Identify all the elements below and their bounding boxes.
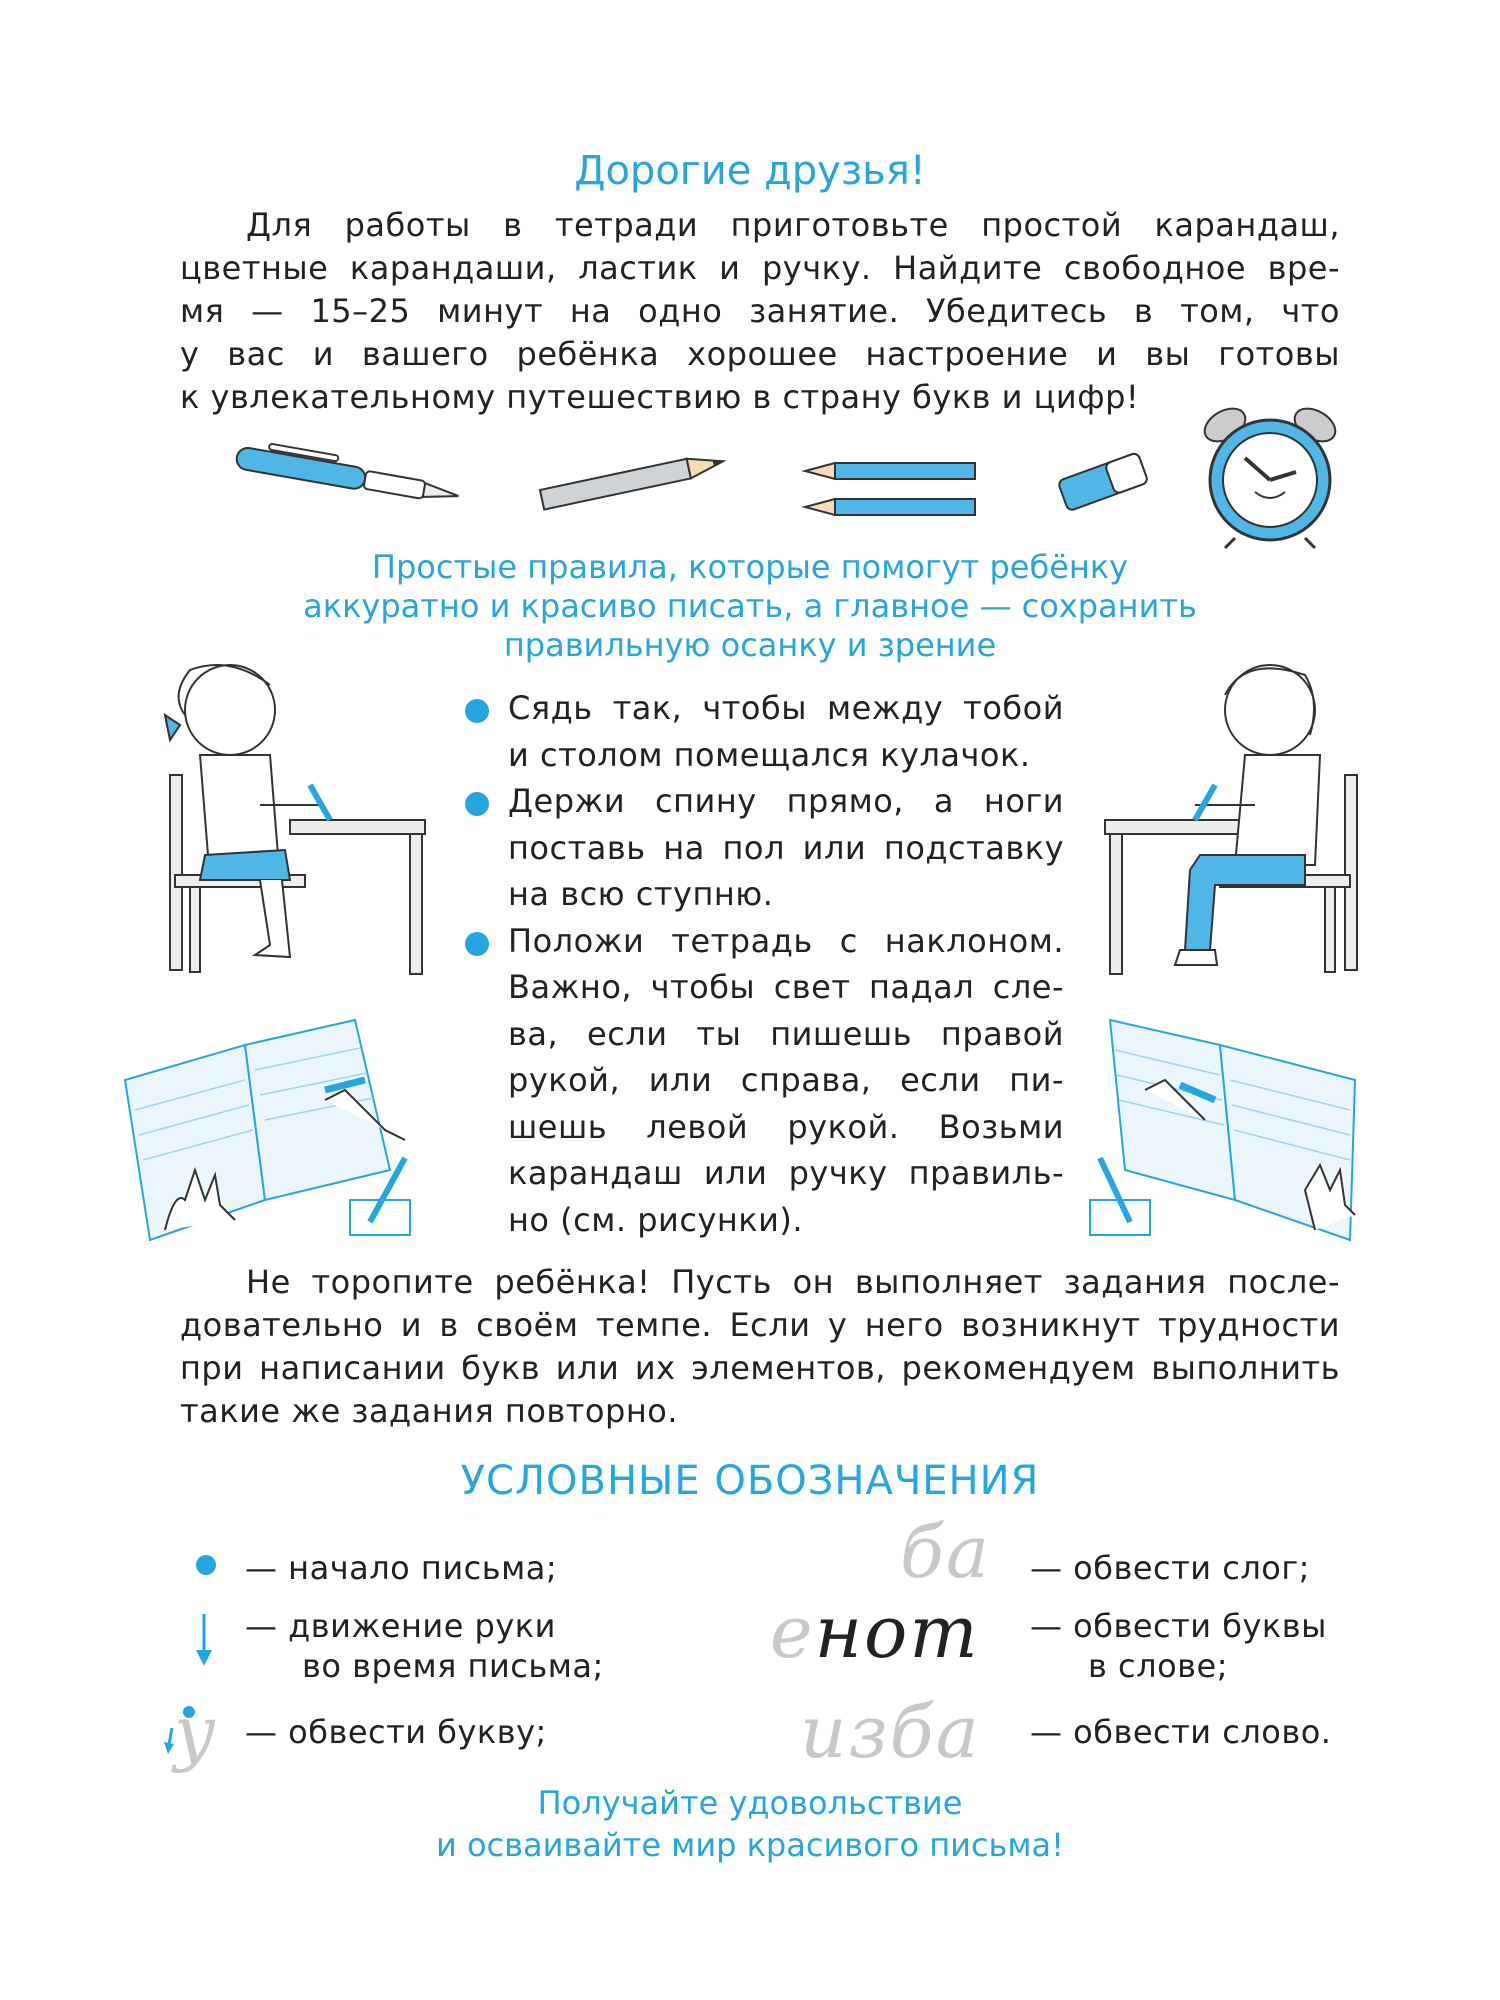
outro-line: довательно и в своём темпе. Если у него возникнут трудности [180,1306,1340,1344]
dark-letter: т [909,1590,980,1674]
bullet-dot-icon [465,932,489,956]
eraser-icon [1055,450,1155,510]
rule-line: рукой, или справа, если пи- [508,1061,1064,1099]
rule-line: карандаш или ручку правиль- [508,1154,1064,1192]
pencil-icon [535,455,735,505]
rule-line: Держи спину прямо, а ноги [508,782,1064,820]
legend-text: — обвести букву; [245,1713,547,1751]
boy-at-desk-illustration [1105,655,1365,980]
legend-text: — обвести слог; [1030,1549,1310,1587]
rule-line: Положи тетрадь с наклоном. [508,921,1064,960]
intro-line: к увлекательному путешествию в страну букв и цифр! [180,378,1140,416]
legend-title: УСЛОВНЫЕ ОБОЗНАЧЕНИЯ [460,1458,1040,1504]
intro-line: Для работы в тетради приготовьте простой карандаш, [246,206,1340,244]
notebook-right-hand-illustration [1085,990,1395,1250]
intro-line: мя — 15–25 минут на одно занятие. Убедитесь в том, что [180,292,1340,330]
intro-paragraph [180,204,1340,419]
notebook-left-hand-illustration [105,990,415,1250]
trace-letters-in-word-sample [770,1590,980,1674]
rule-line: на всю ступню. [508,875,774,913]
outro-line: такие же задания повторно. [180,1392,678,1430]
rules-title-line: Простые правила, которые помогут ребёнку [371,548,1129,586]
rules-title-line: правильную осанку и зрение [503,626,997,664]
intro-line: у вас и вашего ребёнка хорошее настроение и вы готовы [180,335,1340,373]
page-title: Дорогие друзья! [574,148,926,194]
trace-letter-sample: у [174,1690,218,1774]
legend-text: во время письма; [302,1647,604,1685]
dot-icon [196,1555,216,1575]
legend-text: — обвести буквы [1030,1607,1327,1645]
rule-line: поставь на пол или подставку [508,828,1064,867]
rules-list [508,685,1064,1243]
rule-line: но (см. рисунки). [508,1200,804,1239]
closing-message [0,1782,1500,1866]
arrow-down-icon [192,1612,216,1668]
rule-line: Сядь так, чтобы между тобой [508,689,1064,727]
outro-line: Не торопите ребёнка! Пусть он выполняет задания после- [246,1263,1340,1301]
legend-text: — движение руки [245,1607,556,1645]
rule-line: шешь левой рукой. Возьми [508,1107,1064,1146]
trace-syllable-sample: ба [900,1510,991,1594]
bullet-dot-icon [465,699,489,723]
rules-title [0,548,1500,665]
rule-line: и столом помещался кулачок. [508,735,1031,774]
legend-text: — начало письма; [245,1549,558,1587]
legend-text: в слове; [1088,1647,1228,1685]
legend-text: — обвести слово. [1030,1713,1332,1751]
outro-paragraph [180,1261,1340,1433]
closing-line: Получайте удовольствие [537,1784,963,1822]
outro-line: при написании букв или их элементов, рекомендуем выполнить [180,1349,1340,1387]
rules-title-line: аккуратно и красиво писать, а главное — сохранить [303,587,1197,625]
bullet-dot-icon [465,792,489,816]
intro-line: цветные карандаши, ластик и ручку. Найдите свободное вре- [180,249,1340,287]
pen-icon [225,448,475,508]
alarm-clock-icon [1200,400,1340,550]
closing-line: и осваивайте мир красивого письма! [436,1826,1064,1864]
rule-line: ва, если ты пишешь правой [508,1014,1064,1053]
dark-letters: но [814,1590,910,1674]
colored-pencils-icon [800,455,990,525]
gray-letter: е [770,1590,815,1674]
trace-word-sample: изба [800,1690,981,1774]
girl-at-desk-illustration [160,655,440,980]
rule-line: Важно, чтобы свет падал сле- [508,968,1064,1006]
